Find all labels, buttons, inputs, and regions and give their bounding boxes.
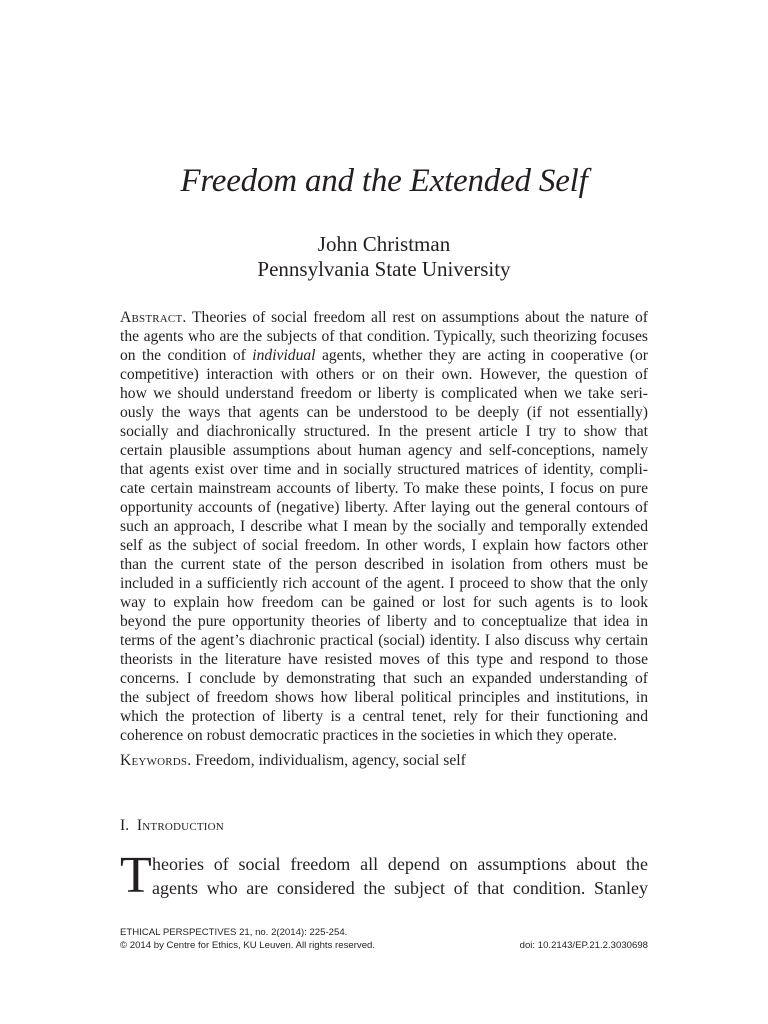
abstract-line: ously the ways that agents can be understood to be deeply (if not essentially) [120,404,648,421]
abstract-line: competitive) interaction with others or on their own. However, the question of [120,366,648,383]
page-footer [120,926,648,952]
abstract-line: that agents exist over time and in socially structured matrices of identity, compli- [120,461,648,478]
abstract-line: socially and diachronically structured. In the present article I try to show that [120,423,648,440]
intro-line: agents who are considered the subject of that condition. Stanley [152,878,648,898]
author-name: John Christman [317,232,451,256]
section-title: Introduction [136,817,224,834]
abstract-line: opportunity accounts of (negative) liberty. After laying out the general contours of [120,499,648,516]
keywords-label: Keywords. [120,752,192,769]
abstract-line: the subject of freedom shows how liberal political principles and institutions, in [120,689,648,706]
abstract-line: terms of the agent’s diachronic practical (social) identity. I also discuss why certain [120,632,648,649]
abstract-line: beyond the pure opportunity theories of liberty and to conceptualize that idea in [120,613,648,630]
intro-paragraph [120,847,648,904]
abstract-line: coherence on robust democratic practices in the societies in which they operate. [120,727,618,744]
doi: doi: 10.2143/EP.21.2.3030698 [519,940,648,951]
abstract-line: than the current state of the person described in isolation from others must be [120,556,648,573]
abstract-line: self as the subject of social freedom. In other words, I explain how factors other [120,537,648,554]
keywords-list: Freedom, individualism, agency, social self [191,752,466,769]
keywords [120,751,648,770]
abstract-line: theorists in the literature have resisted moves of this type and respond to those [120,651,648,668]
abstract-line: how we should understand freedom or liberty is complicated when we take seri- [120,385,648,402]
abstract-line: which the protection of liberty is a central tenet, rely for their functioning and [120,708,648,725]
abstract-line: certain plausible assumptions about human agency and self-conceptions, namely [120,442,648,459]
abstract-label: Abstract. [120,309,187,326]
abstract-italic-term: individual [252,347,316,364]
abstract-line: cate certain mainstream accounts of liberty. To make these points, I focus on pure [120,480,648,497]
abstract-line: included in a sufficiently rich account of the agent. I proceed to show that the only [120,575,648,592]
abstract-line: Abstract. Theories of social freedom all rest on assumptions about the nature of [120,309,648,326]
drop-cap: T [120,847,152,904]
abstract-line: such an approach, I describe what I mean by the socially and temporally extended [120,518,648,535]
copyright-notice: © 2014 by Centre for Ethics, KU Leuven. All rights reserved. [120,940,376,951]
author-affiliation: Pennsylvania State University [257,257,511,281]
intro-line: heories of social freedom all depend on assumptions about the [152,854,648,874]
abstract-line: on the condition of individual agents, whether they are acting in cooperative (or [120,347,648,364]
abstract-line: the agents who are the subjects of that condition. Typically, such theorizing focuses [120,328,648,345]
paper-title: Freedom and the Extended Self [180,163,588,199]
section-number: I. [120,817,130,834]
abstract-line: way to explain how freedom can be gained or lost for such agents is to look [120,594,648,611]
journal-citation: ETHICAL PERSPECTIVES 21, no. 2(2014): 225-254. [120,927,348,938]
abstract-line: concerns. I conclude by demonstrating that such an expanded understanding of [120,670,648,687]
abstract [120,308,648,745]
section-heading [120,817,224,835]
